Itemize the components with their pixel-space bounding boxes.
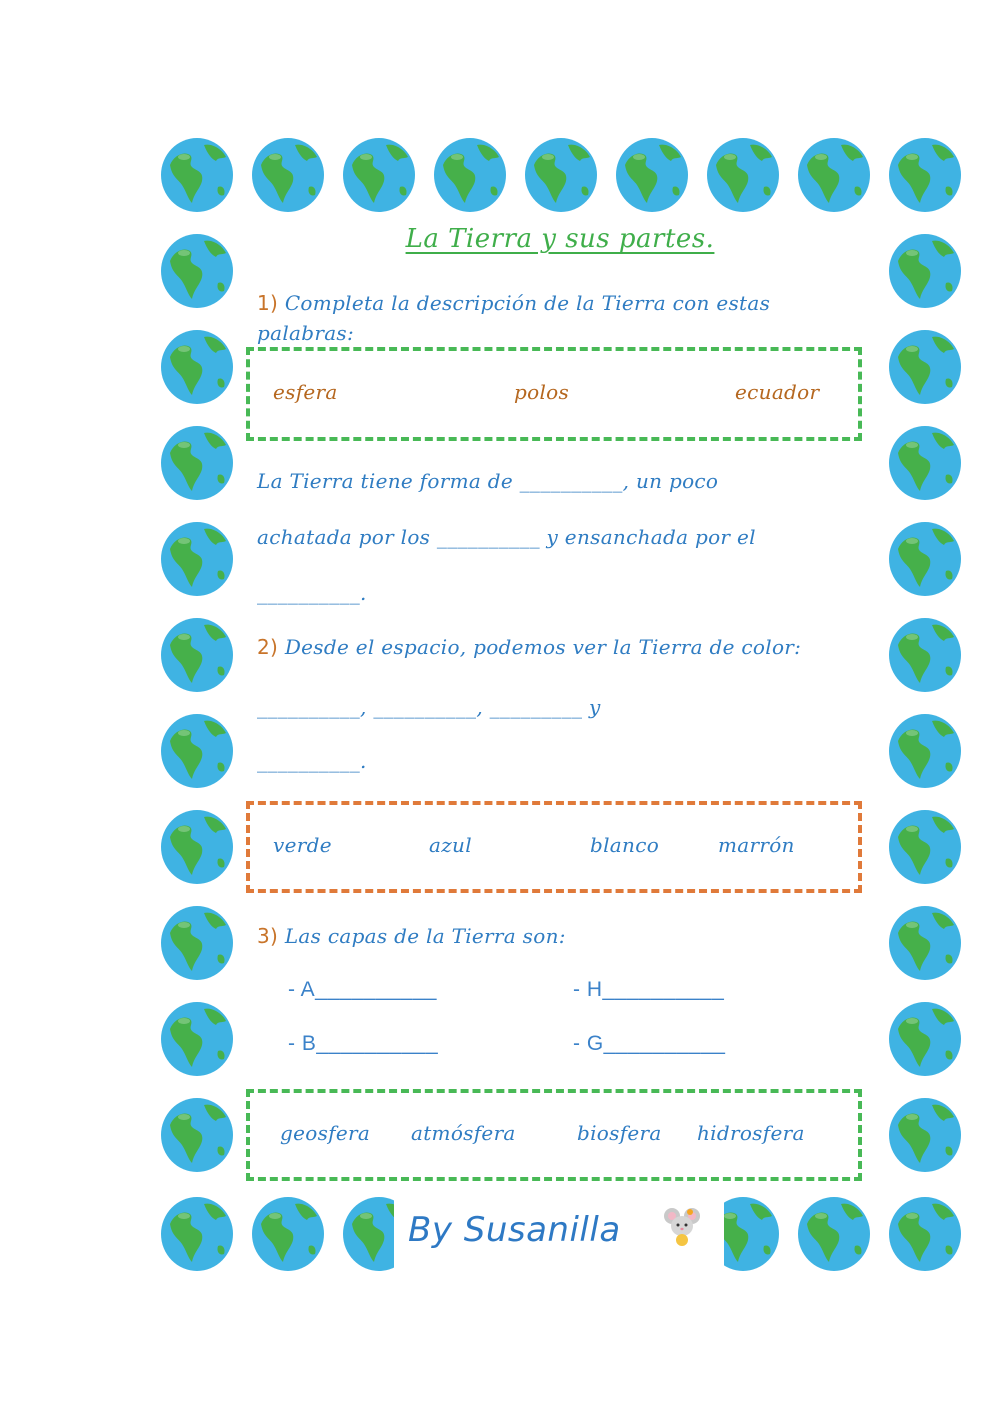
q1-number: 1) <box>257 291 279 315</box>
globe-icon <box>342 137 416 213</box>
page-title: La Tierra y sus partes. <box>405 224 715 254</box>
globe-icon <box>888 137 962 213</box>
q3-word-biosfera: biosfera <box>577 1121 662 1145</box>
globe-icon <box>888 617 962 693</box>
q3-layer-h: - H__________ <box>573 978 725 1001</box>
q1-text-line3: __________. <box>257 581 367 605</box>
q1-text-line2: achatada por los __________ y ensanchada por el <box>257 525 756 549</box>
q3-layer-a: - A__________ <box>288 978 437 1001</box>
globe-icon <box>160 905 234 981</box>
globe-icon <box>160 137 234 213</box>
globe-icon <box>888 1196 962 1272</box>
globe-icon <box>160 1196 234 1272</box>
globe-icon <box>888 521 962 597</box>
globe-icon <box>888 713 962 789</box>
q1-word-ecuador: ecuador <box>735 380 820 404</box>
globe-icon <box>706 137 780 213</box>
globe-icon <box>888 233 962 309</box>
q3-word-atmosfera: atmósfera <box>411 1121 516 1145</box>
q3-layer-g: - G__________ <box>573 1032 726 1055</box>
credit-banner <box>394 1196 724 1278</box>
q2-word-marron: marrón <box>718 833 795 857</box>
globe-icon <box>160 425 234 501</box>
globe-icon <box>524 137 598 213</box>
globe-icon <box>797 1196 871 1272</box>
q2-prompt <box>257 632 867 662</box>
q3-word-hidrosfera: hidrosfera <box>697 1121 805 1145</box>
q2-number: 2) <box>257 635 279 659</box>
q3-prompt <box>257 921 566 951</box>
globe-icon <box>433 137 507 213</box>
q2-word-verde: verde <box>273 833 332 857</box>
globe-icon <box>251 1196 325 1272</box>
q1-text-line1: La Tierra tiene forma de __________, un poco <box>257 469 719 493</box>
globe-icon <box>888 1001 962 1077</box>
q3-word-geosfera: geosfera <box>280 1121 371 1145</box>
globe-icon <box>160 329 234 405</box>
q2-prompt-text: Desde el espacio, podemos ver la Tierra de color: <box>284 635 802 659</box>
q1-word-polos: polos <box>514 380 570 404</box>
globe-icon <box>160 713 234 789</box>
q2-word-blanco: blanco <box>590 833 660 857</box>
globe-icon <box>888 809 962 885</box>
globe-icon <box>888 1097 962 1173</box>
globe-icon <box>797 137 871 213</box>
q1-prompt-line1: Completa la descripción de la Tierra con estas <box>284 291 771 315</box>
globe-icon <box>160 521 234 597</box>
globe-icon <box>888 905 962 981</box>
q3-layer-b: - B__________ <box>288 1032 439 1055</box>
globe-icon <box>160 809 234 885</box>
mouse-icon <box>660 1204 704 1248</box>
globe-icon <box>888 425 962 501</box>
globe-icon <box>888 329 962 405</box>
globe-icon <box>160 233 234 309</box>
globe-icon <box>160 1097 234 1173</box>
globe-icon <box>251 137 325 213</box>
q1-prompt-line2: palabras: <box>257 321 355 345</box>
q2-line2: __________. <box>257 749 367 773</box>
q2-word-azul: azul <box>429 833 472 857</box>
q1-word-esfera: esfera <box>273 380 338 404</box>
credit-text: By Susanilla <box>408 1210 621 1250</box>
q1-prompt <box>257 288 867 318</box>
q3-number: 3) <box>257 924 279 948</box>
globe-icon <box>615 137 689 213</box>
q2-line1: __________, __________, _________ y <box>257 695 601 719</box>
globe-icon <box>160 617 234 693</box>
globe-icon <box>160 1001 234 1077</box>
q3-prompt-text: Las capas de la Tierra son: <box>284 924 566 948</box>
